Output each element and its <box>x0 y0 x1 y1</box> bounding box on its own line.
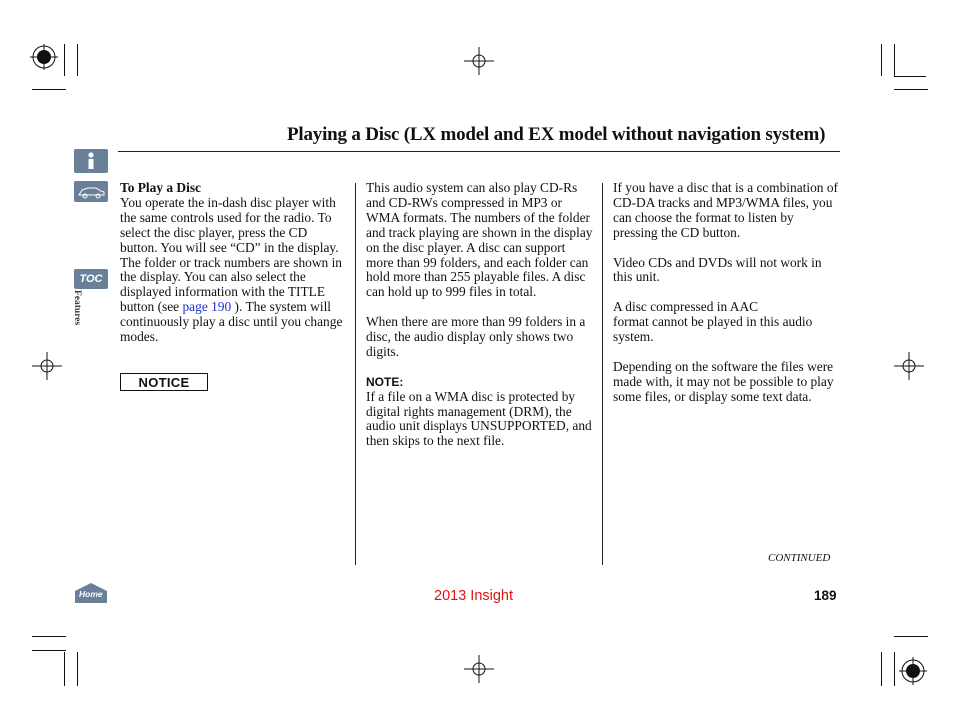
section-label: Features <box>72 290 82 326</box>
column-3 <box>613 181 841 419</box>
paragraph: A disc compressed in AAC format cannot be played in this audio system. <box>613 299 813 345</box>
crosshair-icon <box>30 352 62 382</box>
car-icon <box>74 181 108 202</box>
page-link[interactable]: page 190 <box>182 299 232 315</box>
intro-paragraph: You operate the in-dash disc player with the same controls used for the radio. To select the disc player, press the CD button. You will see “CD” in the display. The folder or track numbers are shown in the display. You can also select the displayed information with the TITLE button (see page 190 ). The system will continuously play a disc until you change modes. <box>120 194 343 345</box>
crosshair-icon <box>894 352 926 382</box>
info-tab[interactable] <box>74 149 108 173</box>
notice-label: NOTICE <box>138 374 190 390</box>
notice-button[interactable] <box>120 373 208 391</box>
paragraph: This audio system can also play CD-Rs and CD-RWs compressed in MP3 or WMA formats. The numbers of the folder and track playing are shown in the display on the disc player. A disc can support more than 99 folders, and each folder can hold more than 255 playable files. A disc can hold up to 999 files in total. <box>366 180 593 300</box>
info-icon <box>74 149 108 173</box>
document-title: 2013 Insight <box>434 588 514 604</box>
crosshair-icon <box>464 655 494 685</box>
page-number: 189 <box>814 588 837 603</box>
column-1 <box>120 181 348 345</box>
registration-target-icon <box>30 44 60 74</box>
page-title: Playing a Disc (LX model and EX model without navigation system) <box>287 124 826 145</box>
column-divider <box>355 183 356 565</box>
section-heading: To Play a Disc <box>120 180 201 195</box>
home-label: Home <box>79 589 103 599</box>
column-2 <box>366 181 596 449</box>
home-button[interactable] <box>74 582 108 604</box>
paragraph: Video CDs and DVDs will not work in this unit. <box>613 254 822 285</box>
toc-button[interactable] <box>74 269 108 289</box>
column-divider <box>602 183 603 565</box>
continued-label: CONTINUED <box>768 552 831 564</box>
toc-label: TOC <box>79 273 103 285</box>
paragraph: Depending on the software the files were made with, it may not be possible to play some files, or display some text data. <box>613 358 834 404</box>
note-text: If a file on a WMA disc is protected by digital rights management (DRM), the audio unit displays UNSUPPORTED, and then skips to the next file. <box>366 388 592 449</box>
car-tab[interactable] <box>74 181 108 202</box>
crosshair-icon <box>464 47 494 77</box>
title-rule <box>118 151 840 152</box>
paragraph: If you have a disc that is a combination of CD-DA tracks and MP3/WMA files, you can choose the format to listen by pressing the CD button. <box>613 180 838 240</box>
note-label: NOTE: <box>366 374 404 389</box>
registration-target-icon <box>898 656 928 686</box>
paragraph: When there are more than 99 folders in a disc, the audio display only shows two digits. <box>366 314 586 359</box>
